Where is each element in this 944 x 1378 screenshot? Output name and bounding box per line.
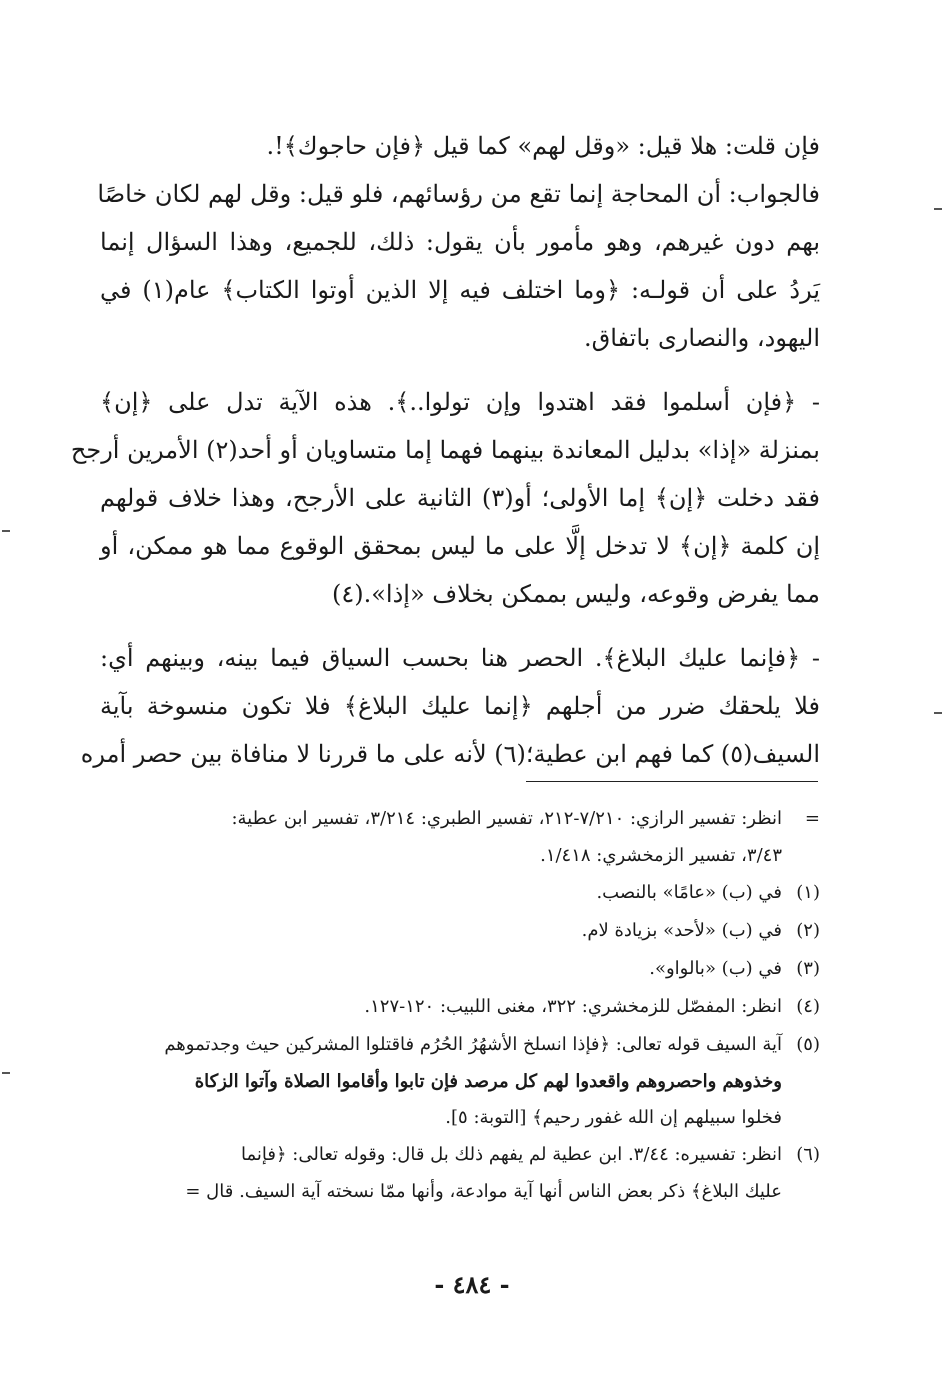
footnote-number: (٢): [796, 920, 820, 941]
footnote-6: [108, 1136, 820, 1174]
text-line: بهم دون غيرهم، وهو مأمور بأن يقول: ذلك، للجميع، وهذا السؤال إنما: [100, 228, 820, 256]
text-line: مما يفرض وقوعه، وليس بممكن بخلاف «إذا».(٤): [331, 580, 820, 608]
page-number: - ٤٨٤ -: [434, 1270, 510, 1299]
footnote-number: (٣): [796, 958, 820, 979]
footnote-text: عليك البلاغ﴾ ذكر بعض الناس أنها آية موادعة، وأنها ممّا نسخته آية السيف. قال =: [185, 1181, 782, 1202]
text-line: فإن قلت: هلا قيل: «وقل لهم» كما قيل ﴿فإن حاجوك﴾!.: [266, 132, 820, 160]
text-line: فقد دخلت ﴿إن﴾ إما الأولى؛ أو(٣) الثانية على الأرجح، وهذا خلاف قولهم: [100, 484, 821, 512]
text-line: فلا يلحقك ضرر من أجلهم ﴿إنما عليك البلاغ﴾ فلا تكون منسوخة بآية: [100, 692, 820, 720]
text-line: فالجواب: أن المحاجة إنما تقع من رؤسائهم، فلو قيل: وقل لهم لكان خاصًا: [97, 180, 820, 208]
footnote-number: (٤): [796, 996, 820, 1017]
footnote-1: [108, 874, 820, 912]
footnote-number: (١): [796, 882, 820, 903]
footnotes: [108, 800, 820, 1210]
margin-mark: [2, 530, 10, 532]
footnote-4: [108, 988, 820, 1026]
margin-mark: [2, 1072, 10, 1074]
margin-mark: [934, 712, 942, 714]
text-line: بمنزلة «إذا» بدليل المعاندة بينهما فهما إما متساويان أو أحد(٢) الأمرين أرجح: [70, 436, 820, 464]
footnote-continued: [108, 800, 820, 838]
footnote-text: فخلوا سبيلهم إن الله غفور رحيم﴾ [التوبة: ٥].: [445, 1107, 782, 1128]
margin-mark: [934, 208, 942, 210]
text-line: السيف(٥) كما فهم ابن عطية؛(٦) لأنه على ما قررنا لا منافاة بين حصر أمره: [80, 740, 820, 768]
footnote-5: [108, 1026, 820, 1064]
text-line: - ﴿فإن أسلموا فقد اهتدوا وإن تولوا..﴾. هذه الآية تدل على ﴿إن﴾: [100, 388, 821, 416]
footnote-text: ٣/٤٣، تفسير الزمخشري: ١/٤١٨.: [540, 845, 782, 866]
footnote-number: (٦): [796, 1144, 820, 1165]
footnote-3: [108, 950, 820, 988]
text-line: يَردُ على أن قولـه: ﴿وما اختلف فيه إلا الذين أوتوا الكتاب﴾ عام(١) في: [100, 276, 821, 304]
footnote-number: (٥): [796, 1034, 820, 1055]
text-line: اليهود، والنصارى باتفاق.: [583, 324, 820, 352]
footnote-text: في (ب) «لأحد» بزيادة لام.: [581, 920, 782, 941]
footnote-text: في (ب) «عامًا» بالنصب.: [596, 882, 782, 903]
text-line: - ﴿فإنما عليك البلاغ﴾. الحصر هنا بحسب السياق فيما بينه، وبينهم أي:: [100, 644, 820, 672]
footnote-2: [108, 912, 820, 950]
footnote-text: آية السيف قوله تعالى: ﴿فإذا انسلخ الأشهُرُ الحُرُم فاقتلوا المشركين حيث وجدتموهم: [164, 1034, 782, 1055]
footnote-text: وخذوهم واحصروهم واقعدوا لهم كل مرصد فإن تابوا وأقاموا الصلاة وآتوا الزكاة: [194, 1071, 782, 1092]
footnote-text: انظر: تفسير الرازي: ٧/٢١٠-٢١٢، تفسير الطبري: ٣/٢١٤، تفسير ابن عطية:: [231, 808, 782, 829]
footnote-text: في (ب) «بالواو».: [649, 958, 782, 979]
footnote-text: انظر: المفصّل للزمخشري: ٣٢٢، مغنى اللبيب: ١٢٠-١٢٧.: [364, 996, 782, 1017]
footnote-text: انظر: تفسيره: ٣/٤٤. ابن عطية لم يفهم ذلك بل قال: وقوله تعالى: ﴿فإنما: [241, 1144, 782, 1165]
footnote-continuation-mark: =: [804, 808, 820, 829]
text-line: إن كلمة ﴿إن﴾ لا تدخل إلَّا على ما ليس بمحقق الوقوع مما هو ممكن، أو: [100, 532, 820, 560]
footnote-divider: [526, 781, 818, 782]
main-text: [70, 122, 821, 778]
